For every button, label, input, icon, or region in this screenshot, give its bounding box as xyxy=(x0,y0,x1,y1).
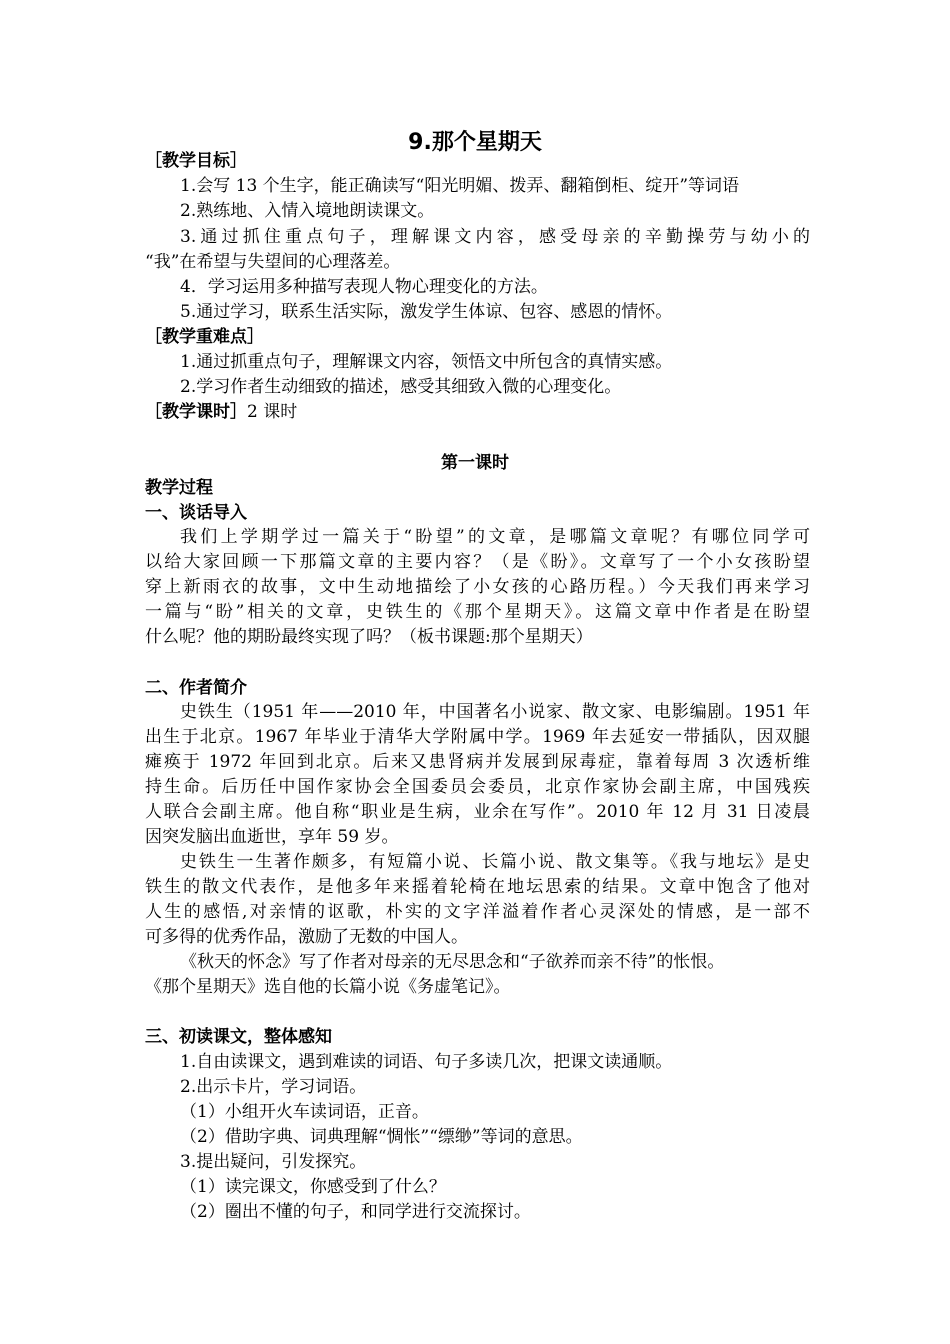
paragraph-line: 可多得的优秀作品，激励了无数的中国人。 xyxy=(145,927,468,947)
hours-label: ［教学课时］ xyxy=(145,402,247,422)
paragraph-line: 史铁生一生著作颇多，有短篇小说、长篇小说、散文集等。《我与地坛》是史 xyxy=(180,852,810,872)
objective-item: 1.会写 13 个生字，能正确读写“阳光明媚、拨弄、翻箱倒柜、绽开”等词语 xyxy=(180,176,740,196)
paragraph-line: 人生的感悟,对亲情的讴歌，朴实的文字洋溢着作者心灵深处的情感，是一部不 xyxy=(145,902,810,922)
lesson-heading: 第一课时 xyxy=(441,453,509,473)
paragraph-line: 持生命。后历任中国作家协会全国委员会委员，北京作家协会副主席，中国残疾 xyxy=(145,777,810,797)
objective-item: 4．学习运用多种描写表现人物心理变化的方法。 xyxy=(180,277,548,297)
objective-item-cont: “我”在希望与失望间的心理落差。 xyxy=(145,252,401,272)
list-item: （1）小组开火车读词语，正音。 xyxy=(180,1102,429,1122)
paragraph-line: 出生于北京。1967 年毕业于清华大学附属中学。1969 年去延安一带插队，因双腿 xyxy=(145,727,810,747)
paragraph-line: 《秋天的怀念》写了作者对母亲的无尽思念和“子欲养而亲不待”的怅恨。 xyxy=(180,952,725,972)
paragraph-line: 瘫痪于 1972 年回到北京。后来又患肾病并发展到尿毒症，靠着每周 3 次透析维 xyxy=(145,752,810,772)
paragraph-line: 因突发脑出血逝世，享年 59 岁。 xyxy=(145,827,399,847)
paragraph-line: 《那个星期天》选自他的长篇小说《务虚笔记》。 xyxy=(145,977,511,997)
list-item: 2.出示卡片，学习词语。 xyxy=(180,1077,367,1097)
section-title: 三、初读课文，整体感知 xyxy=(145,1027,332,1047)
paragraph-line: 以给大家回顾一下那篇文章的主要内容？（是《盼》。文章写了一个小女孩盼望 xyxy=(145,552,810,572)
section-title: 二、作者简介 xyxy=(145,678,247,698)
page-title: 9.那个星期天 xyxy=(408,130,542,155)
paragraph-line: 我们上学期学过一篇关于“盼望”的文章，是哪篇文章呢？有哪位同学可 xyxy=(180,527,810,547)
list-item: （2）圈出不懂的句子，和同学进行交流探讨。 xyxy=(180,1202,531,1222)
key-point-item: 1.通过抓重点句子，理解课文内容，领悟文中所包含的真情实感。 xyxy=(180,352,673,372)
paragraph-line: 人联合会副主席。他自称“职业是生病，业余在写作”。2010 年 12 月 31 日凌晨 xyxy=(145,802,810,822)
process-heading: 教学过程 xyxy=(145,478,213,498)
list-item: （1）读完课文，你感受到了什么？ xyxy=(180,1177,446,1197)
objective-item: 2.熟练地、入情入境地朗读课文。 xyxy=(180,201,435,221)
section-title: 一、谈话导入 xyxy=(145,503,247,523)
hours-line xyxy=(145,400,297,424)
hours-value: 2 课时 xyxy=(247,402,298,422)
objective-item: 5.通过学习，联系生活实际，激发学生体谅、包容、感恩的情怀。 xyxy=(180,302,673,322)
paragraph-line: 什么呢？他的期盼最终实现了吗？（板书课题:那个星期天） xyxy=(145,627,593,647)
objectives-label: ［教学目标］ xyxy=(145,151,247,171)
list-item: 1.自由读课文，遇到难读的词语、句子多读几次，把课文读通顺。 xyxy=(180,1052,673,1072)
list-item: 3.提出疑问，引发探究。 xyxy=(180,1152,367,1172)
paragraph-line: 铁生的散文代表作，是他多年来摇着轮椅在地坛思索的结果。文章中饱含了他对 xyxy=(145,877,810,897)
paragraph-line: 穿上新雨衣的故事，文中生动地描绘了小女孩的心路历程。）今天我们再来学习 xyxy=(145,577,810,597)
key-points-label: ［教学重难点］ xyxy=(145,327,264,347)
paragraph-line: 史铁生（1951 年——2010 年，中国著名小说家、散文家、电影编剧。1951 年 xyxy=(180,702,810,722)
key-point-item: 2.学习作者生动细致的描述，感受其细致入微的心理变化。 xyxy=(180,377,622,397)
paragraph-line: 一篇与“盼”相关的文章，史铁生的《那个星期天》。这篇文章中作者是在盼望 xyxy=(145,602,810,622)
objective-item: 3.通过抓住重点句子，理解课文内容，感受母亲的辛勤操劳与幼小的 xyxy=(180,227,810,247)
list-item: （2）借助字典、词典理解“惆怅”“缥缈”等词的意思。 xyxy=(180,1127,583,1147)
